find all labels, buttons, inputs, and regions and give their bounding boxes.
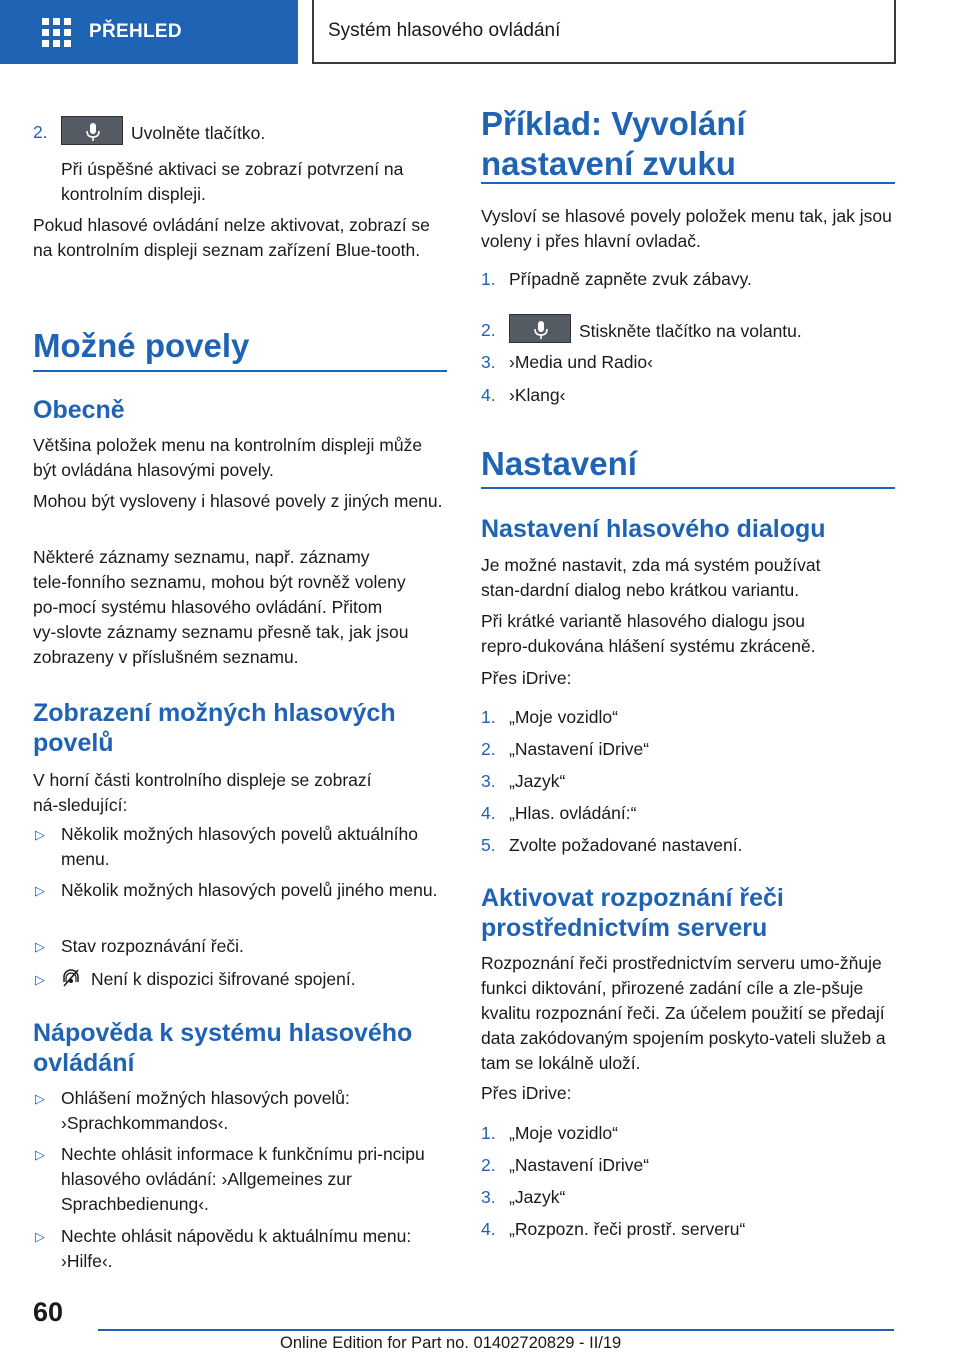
microphone-button-icon xyxy=(61,116,123,145)
paragraph: Většina položek menu na kontrolním displeji může být ovládána hlasovými povely. xyxy=(33,435,423,480)
step-text: „Moje vozidlo“ xyxy=(509,707,618,727)
section-rule xyxy=(481,487,895,489)
bullet-icon: ▷ xyxy=(35,1091,45,1106)
step-text: „Hlas. ovládání:“ xyxy=(509,803,637,823)
bullet-item xyxy=(33,1224,447,1274)
subsection-heading: Nápověda k systému hlasového ovládání xyxy=(33,1019,413,1077)
step-number: 2. xyxy=(33,122,48,142)
list-item xyxy=(481,705,895,730)
list-item xyxy=(481,1153,895,1178)
step-text: „Nastavení iDrive“ xyxy=(509,1155,650,1175)
section-heading: Nastavení xyxy=(481,445,637,482)
step-number: 3. xyxy=(481,1187,496,1207)
step-text: „Jazyk“ xyxy=(509,1187,566,1207)
list-item xyxy=(481,350,895,375)
list-item-sub xyxy=(33,157,447,207)
step-text: „Jazyk“ xyxy=(509,771,566,791)
step-text: „Rozpozn. řeči prostř. serveru“ xyxy=(509,1219,746,1239)
step-text: „Moje vozidlo“ xyxy=(509,1123,618,1143)
bullet-item xyxy=(33,1142,447,1217)
step-text: „Nastavení iDrive“ xyxy=(509,739,650,759)
menu-grid-icon xyxy=(42,18,71,47)
list-item xyxy=(481,769,895,794)
section-heading: Možné povely xyxy=(33,327,250,364)
step-number: 1. xyxy=(481,707,496,727)
step-number: 2. xyxy=(481,1155,496,1175)
overview-tab[interactable] xyxy=(0,0,298,64)
no-encryption-icon xyxy=(61,968,81,988)
bullet-text: Nechte ohlásit informace k funkčnímu pri‑ncipu hlasového ovládání: ›Allgemeines zur Sprachbedienung‹. xyxy=(61,1144,425,1214)
step-number: 4. xyxy=(481,1219,496,1239)
bullet-item xyxy=(33,822,447,872)
list-item xyxy=(481,1185,895,1210)
list-item xyxy=(481,737,895,762)
paragraph: Pokud hlasové ovládání nelze aktivovat, zobrazí se na kontrolním displeji seznam zařízení Blue‑tooth. xyxy=(33,215,430,260)
list-item xyxy=(481,1121,895,1146)
step-text: Případně zapněte zvuk zábavy. xyxy=(509,269,752,289)
step-number: 3. xyxy=(481,352,496,372)
step-text: Stiskněte tlačítko na volantu. xyxy=(579,321,802,342)
list-item xyxy=(481,1217,895,1242)
subsection-heading: Aktivovat rozpoznání řeči prostřednictvím serveru xyxy=(481,884,784,942)
paragraph: Některé záznamy seznamu, např. záznamy tele‑fonního seznamu, mohou být rovněž voleny po‑mocí systému hlasového ovládání. Přitom vy‑slovte záznamy seznamu přesně tak, jak jsou zobrazeny v příslušném seznamu. xyxy=(33,547,409,667)
section-rule xyxy=(481,182,895,184)
bullet-icon: ▷ xyxy=(35,972,45,987)
step-number: 1. xyxy=(481,269,496,289)
chapter-title: Systém hlasového ovládání xyxy=(328,20,561,41)
bullet-text: Několik možných hlasových povelů jiného menu. xyxy=(61,880,438,900)
bullet-item xyxy=(33,967,447,992)
list-item xyxy=(33,120,447,149)
step-subtext: Při úspěšné aktivaci se zobrazí potvrzení na kontrolním displeji. xyxy=(61,159,404,204)
list-item xyxy=(481,318,895,347)
chapter-header xyxy=(312,0,896,64)
list-item xyxy=(481,833,895,858)
subsection-heading: Zobrazení možných hlasových povelů xyxy=(33,699,396,757)
step-text: Zvolte požadované nastavení. xyxy=(509,835,743,855)
paragraph: Je možné nastavit, zda má systém používat stan‑dardní dialog nebo krátkou variantu. xyxy=(481,555,821,600)
step-number: 4. xyxy=(481,803,496,823)
step-number: 2. xyxy=(481,320,496,340)
paragraph: Přes iDrive: xyxy=(481,1083,572,1103)
bullet-icon: ▷ xyxy=(35,827,45,842)
paragraph: Při krátké variantě hlasového dialogu jsou repro‑dukována hlášení systému zkráceně. xyxy=(481,611,816,656)
step-text: ›Klang‹ xyxy=(509,385,566,405)
paragraph: Mohou být vysloveny i hlasové povely z jiných menu. xyxy=(33,491,443,511)
step-number: 2. xyxy=(481,739,496,759)
bullet-icon: ▷ xyxy=(35,883,45,898)
list-item xyxy=(481,267,895,292)
bullet-text: Nechte ohlásit nápovědu k aktuálnímu menu: ›Hilfe‹. xyxy=(61,1226,412,1271)
step-number: 1. xyxy=(481,1123,496,1143)
bullet-item xyxy=(33,1086,447,1136)
paragraph: V horní části kontrolního displeje se zobrazí ná‑sledující: xyxy=(33,770,372,815)
bullet-text: Stav rozpoznávání řeči. xyxy=(61,936,244,956)
bullet-text: Několik možných hlasových povelů aktuálního menu. xyxy=(61,824,418,869)
bullet-icon: ▷ xyxy=(35,1229,45,1244)
page-number: 60 xyxy=(33,1297,64,1327)
subsection-heading: Nastavení hlasového dialogu xyxy=(481,515,826,543)
step-text: ›Media und Radio‹ xyxy=(509,352,653,372)
step-number: 5. xyxy=(481,835,496,855)
step-text: Uvolněte tlačítko. xyxy=(131,123,266,144)
list-item xyxy=(481,383,895,408)
paragraph: Rozpoznání řeči prostřednictvím serveru umo‑žňuje funkci diktování, přirozené zadání cíle a zle‑pšuje kvalitu rozpoznání řeči. Za účelem použití se předají data zakódovaným spojením poskyto‑vateli služeb a tam se lokálně uloží. xyxy=(481,953,886,1073)
bullet-item xyxy=(33,934,447,959)
bullet-icon: ▷ xyxy=(35,939,45,954)
footer-edition: Online Edition for Part no. 01402720829 - II/19 xyxy=(280,1334,622,1352)
step-number: 3. xyxy=(481,771,496,791)
overview-tab-label: PŘEHLED xyxy=(89,21,182,42)
section-heading: Příklad: Vyvolání nastavení zvuku xyxy=(481,105,746,182)
paragraph: Přes iDrive: xyxy=(481,668,572,688)
section-rule xyxy=(33,370,447,372)
footer-rule xyxy=(98,1329,894,1331)
bullet-text: Ohlášení možných hlasových povelů: ›Sprachkommandos‹. xyxy=(61,1088,350,1133)
list-item xyxy=(481,801,895,826)
step-number: 4. xyxy=(481,385,496,405)
subsection-heading: Obecně xyxy=(33,396,125,424)
paragraph: Vysloví se hlasové povely položek menu tak, jak jsou voleny i přes hlavní ovladač. xyxy=(481,206,892,251)
microphone-button-icon xyxy=(509,314,571,343)
bullet-item xyxy=(33,878,447,903)
bullet-text: Není k dispozici šifrované spojení. xyxy=(91,969,356,989)
bullet-icon: ▷ xyxy=(35,1147,45,1162)
